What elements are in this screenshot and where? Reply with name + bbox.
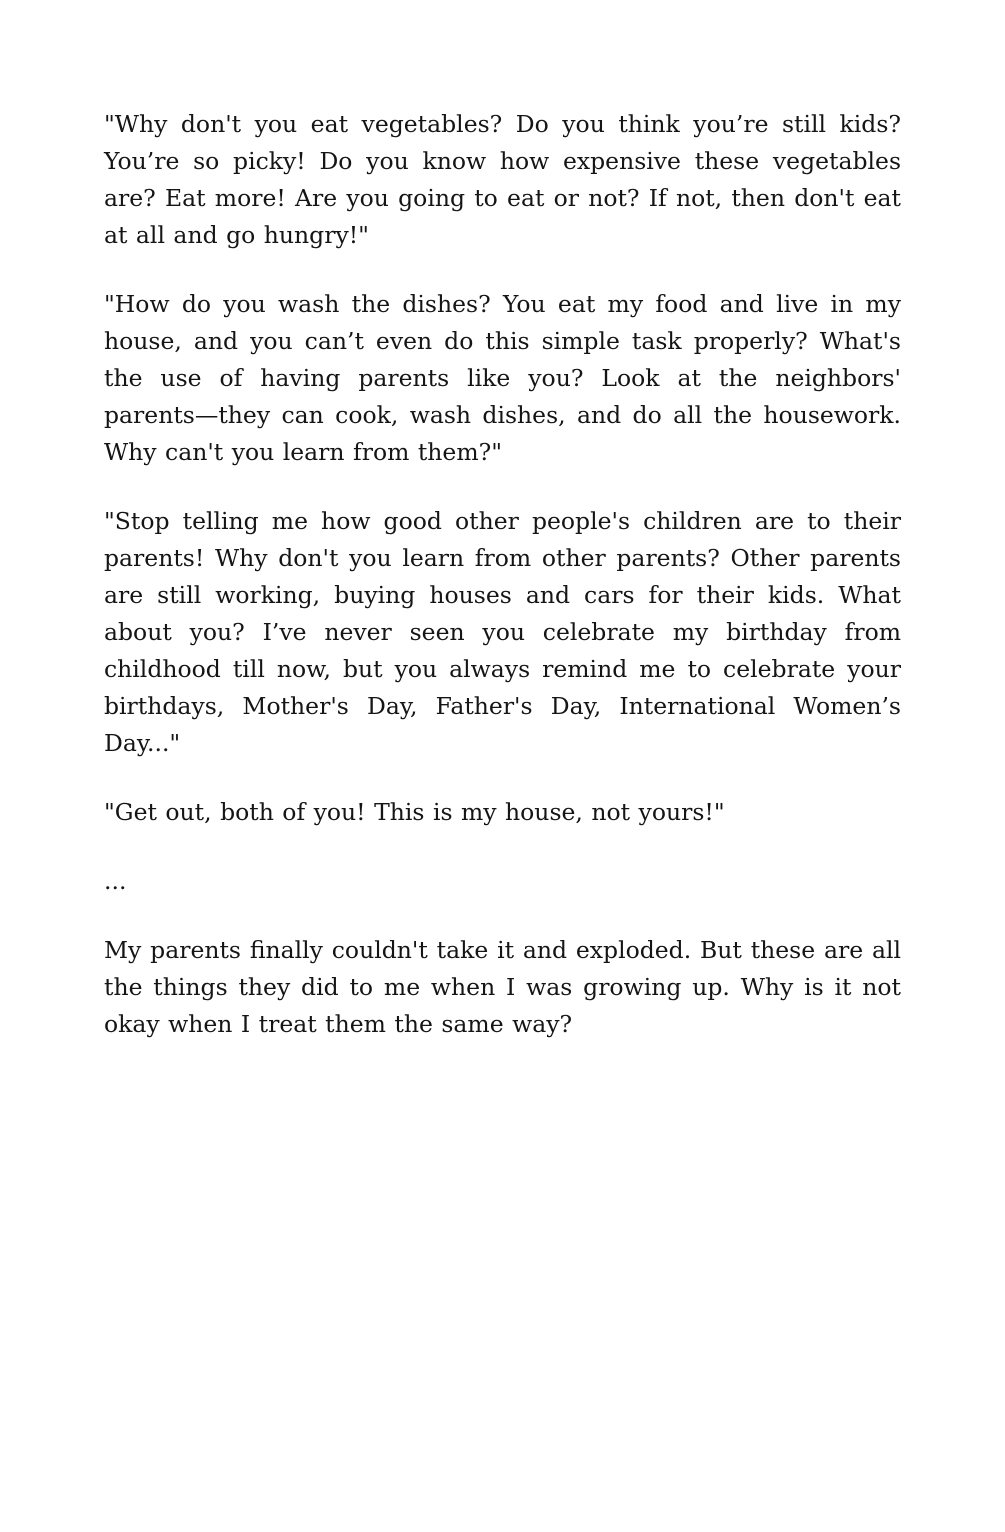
- paragraph-ellipsis: ...: [104, 867, 127, 895]
- paragraph-conclusion: My parents finally couldn't take it and exploded. But these are all the things they did to me when I was growing up. Why is it not okay when I treat them the same way?: [104, 936, 901, 1038]
- paragraph-scolding-dishes: "How do you wash the dishes? You eat my food and live in my house, and you can’t even do this simple task properly? What's the use of having parents like you? Look at the neighbors' parents—they can cook, wash dishes, and do all the housework. Why can't you learn from them?": [104, 290, 901, 466]
- paragraph-get-out: "Get out, both of you! This is my house, not yours!": [104, 798, 725, 826]
- paragraph-scolding-vegetables: "Why don't you eat vegetables? Do you think you’re still kids? You’re so picky! Do you know how expensive these vegetables are? Eat more! Are you going to eat or not? If not, then don't eat at all and go hungry!": [104, 110, 901, 249]
- paragraph-scolding-comparison: "Stop telling me how good other people's children are to their parents! Why don't you learn from other parents? Other parents are still working, buying houses and cars for their kids. What about you? I’ve never seen you celebrate my birthday from childhood till now, but you always remind me to celebrate your birthdays, Mother's Day, Father's Day, International Women’s Day...": [104, 507, 901, 757]
